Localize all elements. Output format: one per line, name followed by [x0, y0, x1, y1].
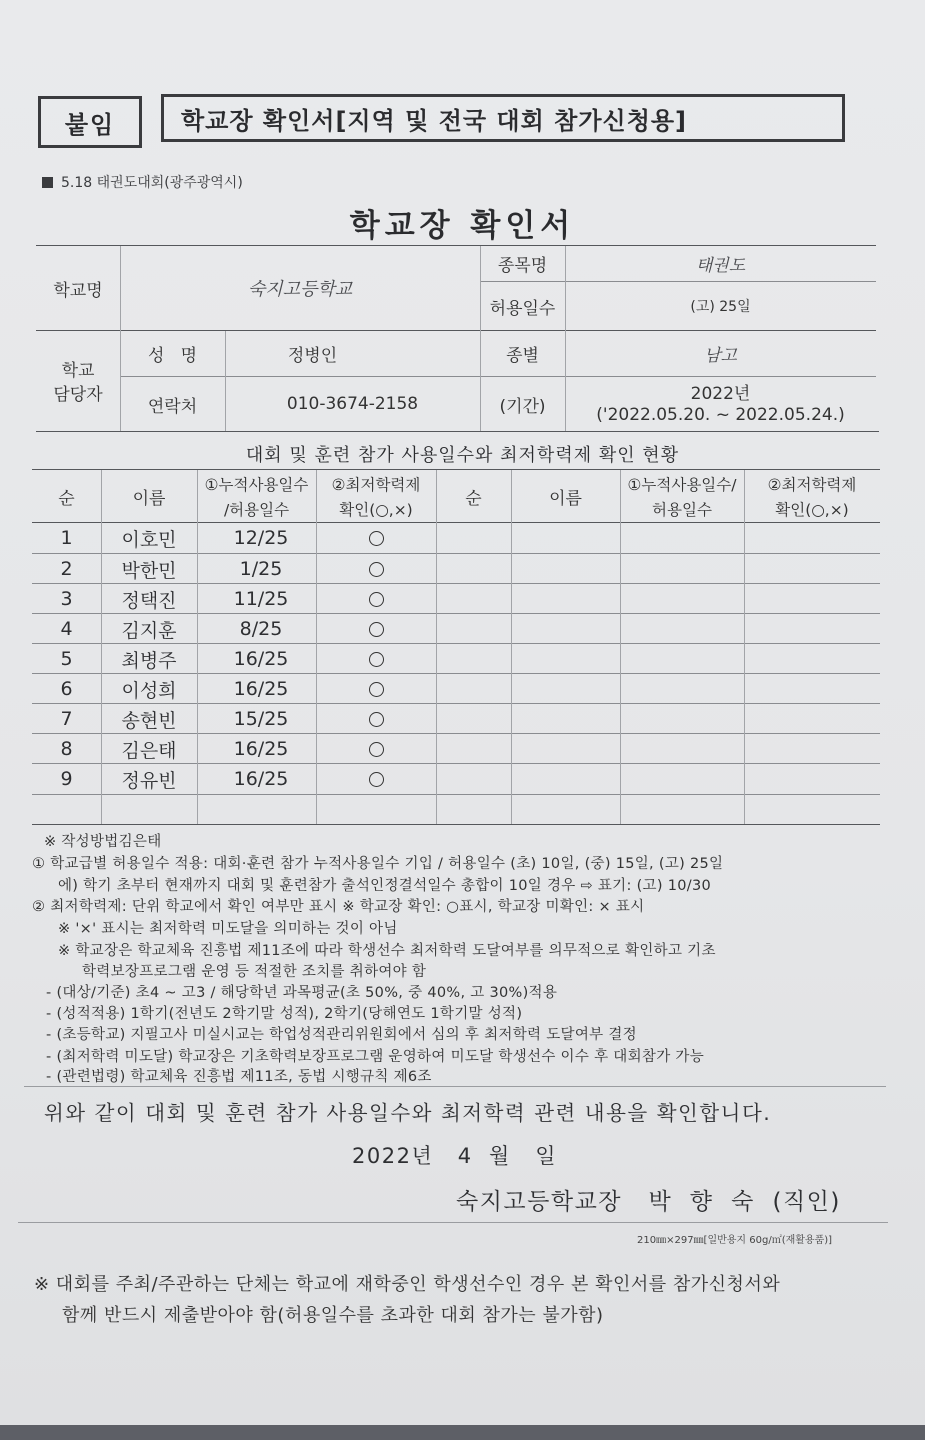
circle-mark-icon [369, 531, 384, 546]
row-check [316, 584, 436, 614]
col-academic-line1: ②최저학력제 [331, 476, 421, 494]
category-label: 종별 [506, 346, 539, 366]
principal-signature: 숙지고등학교장 박 향 숙 (직인) [456, 1189, 841, 1215]
circle-mark-icon [369, 772, 384, 787]
period-year: 2022년 [690, 383, 751, 404]
paper-spec: 210㎜×297㎜[일반용지 60g/㎡(재활용품)] [637, 1235, 833, 1246]
circle-mark-icon [369, 652, 384, 667]
document-title: 학교장 확인서 [349, 208, 576, 244]
event-name: 5.18 태권도대회(광주광역시) [61, 175, 243, 191]
row-name: 정유빈 [121, 769, 177, 792]
footer-note-line2: 함께 반드시 제출받아야 함(허용일수를 초과한 대회 참가는 불가함) [62, 1305, 604, 1326]
sport-value: 태권도 [695, 256, 746, 276]
attachment-badge [38, 96, 142, 148]
issue-date: 2022년 4 월 일 [352, 1144, 558, 1168]
row-no: 6 [60, 678, 73, 700]
row-name: 이호민 [121, 528, 177, 551]
contact-label: 연락처 [147, 396, 198, 417]
row-no: 8 [60, 738, 73, 760]
row-check [316, 644, 436, 674]
col-days-right-line1: ①누적사용일수/ [627, 476, 737, 494]
sport-label: 종목명 [497, 256, 548, 276]
note-line: - (최저학력 미도달) 학교장은 기초학력보장프로그램 운영하여 미도달 학생선수 이수 후 대회참가 가능 [46, 1049, 705, 1065]
school-value: 숙지고등학교 [247, 279, 353, 300]
row-check [316, 614, 436, 644]
row-name: 김지훈 [121, 619, 177, 642]
row-days: 1/25 [239, 558, 283, 580]
divider [18, 1222, 888, 1223]
name-label: 성 명 [147, 346, 198, 366]
footer-note-line1: ※ 대회를 주최/주관하는 단체는 학교에 재학중인 학생선수인 경우 본 확인서를 참가신청서와 [34, 1274, 781, 1295]
row-no: 1 [60, 527, 73, 549]
name-value: 정병인 [287, 346, 338, 366]
note-line: 학력보장프로그램 운영 등 적절한 조치를 취하여야 함 [82, 964, 427, 980]
desk-edge [0, 1425, 925, 1440]
circle-mark-icon [369, 742, 384, 757]
col-name: 이름 [132, 488, 166, 509]
row-check [316, 674, 436, 704]
circle-mark-icon [369, 712, 384, 727]
form-title-box [161, 94, 845, 142]
row-check [316, 523, 436, 553]
row-no: 7 [60, 708, 73, 730]
row-days: 16/25 [233, 678, 289, 700]
row-name: 송현빈 [121, 709, 177, 732]
manager-label-line2: 담당자 [53, 384, 103, 405]
row-check [316, 554, 436, 584]
col-name-right: 이름 [549, 488, 582, 509]
row-check [316, 734, 436, 764]
col-days-line2: /허용일수 [223, 501, 290, 519]
section-title: 대회 및 훈련 참가 사용일수와 최저학력제 확인 현황 [245, 445, 680, 466]
event-line [42, 172, 243, 192]
col-no: 순 [58, 488, 75, 509]
row-name: 정택진 [121, 589, 177, 612]
row-days: 16/25 [233, 768, 289, 790]
note-line: ② 최저학력제: 단위 학교에서 확인 여부만 표시 ※ 학교장 확인: ○표시, 학교장 미확인: × 표시 [32, 899, 645, 915]
row-no: 4 [60, 618, 73, 640]
confirm-statement: 위와 같이 대회 및 훈련 참가 사용일수와 최저학력 관련 내용을 확인합니다. [44, 1101, 772, 1125]
col-days-line1: ①누적사용일수 [204, 476, 309, 494]
school-label: 학교명 [53, 280, 103, 301]
row-name: 이성희 [121, 679, 177, 702]
col-no-right: 순 [465, 488, 482, 509]
note-line: ※ 학교장은 학교체육 진흥법 제11조에 따라 학생선수 최저학력 도달여부를 의무적으로 확인하고 기초 [58, 943, 716, 959]
allowed-days-value: (고) 25일 [690, 299, 751, 315]
row-name: 김은태 [121, 739, 177, 762]
circle-mark-icon [369, 622, 384, 637]
row-days: 12/25 [233, 527, 289, 549]
category-value: 남고 [704, 346, 737, 366]
col-academic-right-line2: 확인(○,×) [775, 501, 849, 519]
row-days: 8/25 [239, 618, 283, 640]
row-check [316, 704, 436, 734]
square-bullet-icon [42, 177, 53, 188]
row-no: 2 [60, 558, 73, 580]
circle-mark-icon [369, 682, 384, 697]
note-line: ※ '×' 표시는 최저학력 미도달을 의미하는 것이 아님 [58, 921, 398, 937]
row-no: 5 [60, 648, 73, 670]
note-line: - (성적적용) 1학기(전년도 2학기말 성적), 2학기(당해연도 1학기말 성적) [46, 1006, 523, 1022]
period-range: ('2022.05.20. ~ 2022.05.24.) [596, 405, 845, 425]
row-name: 박한민 [121, 559, 177, 582]
note-line: - (관련법령) 학교체육 진흥법 제11조, 동법 시행규칙 제6조 [46, 1069, 432, 1085]
row-name: 최병주 [121, 649, 177, 672]
circle-mark-icon [369, 592, 384, 607]
row-days: 11/25 [233, 588, 289, 610]
circle-mark-icon [369, 562, 384, 577]
row-check [316, 764, 436, 794]
divider [24, 1086, 886, 1087]
manager-label-line1: 학교 [61, 360, 95, 381]
note-line: - (초등학교) 지필고사 미실시교는 학업성적관리위원회에서 심의 후 최저학력 도달여부 결정 [46, 1027, 637, 1043]
attachment-badge-label: 붙임 [64, 110, 116, 139]
note-line: - (대상/기준) 초4 ~ 고3 / 해당학년 과목평균(초 50%, 중 40%, 고 30%)적용 [46, 985, 558, 1001]
allowed-days-label: 허용일수 [489, 298, 556, 319]
col-academic-line2: 확인(○,×) [339, 501, 413, 519]
note-line: ※ 작성방법김은태 [44, 834, 162, 850]
form-title: 학교장 확인서[지역 및 전국 대회 참가신청용] [181, 106, 688, 135]
col-academic-right-line1: ②최저학력제 [767, 476, 857, 494]
contact-value: 010-3674-2158 [286, 394, 419, 414]
row-no: 3 [60, 588, 73, 610]
col-days-right-line2: 허용일수 [652, 501, 712, 519]
row-days: 16/25 [233, 738, 289, 760]
row-days: 16/25 [233, 648, 289, 670]
row-days: 15/25 [233, 708, 289, 730]
period-label: (기간) [499, 396, 546, 417]
note-line: ① 학교급별 허용일수 적용: 대회·훈련 참가 누적사용일수 기입 / 허용일수 (초) 10일, (중) 15일, (고) 25일 [32, 856, 724, 872]
row-no: 9 [60, 768, 73, 790]
note-line: 에) 학기 초부터 현재까지 대회 및 훈련참가 출석인정결석일수 총합이 10일 경우 ⇨ 표기: (고) 10/30 [58, 878, 712, 894]
